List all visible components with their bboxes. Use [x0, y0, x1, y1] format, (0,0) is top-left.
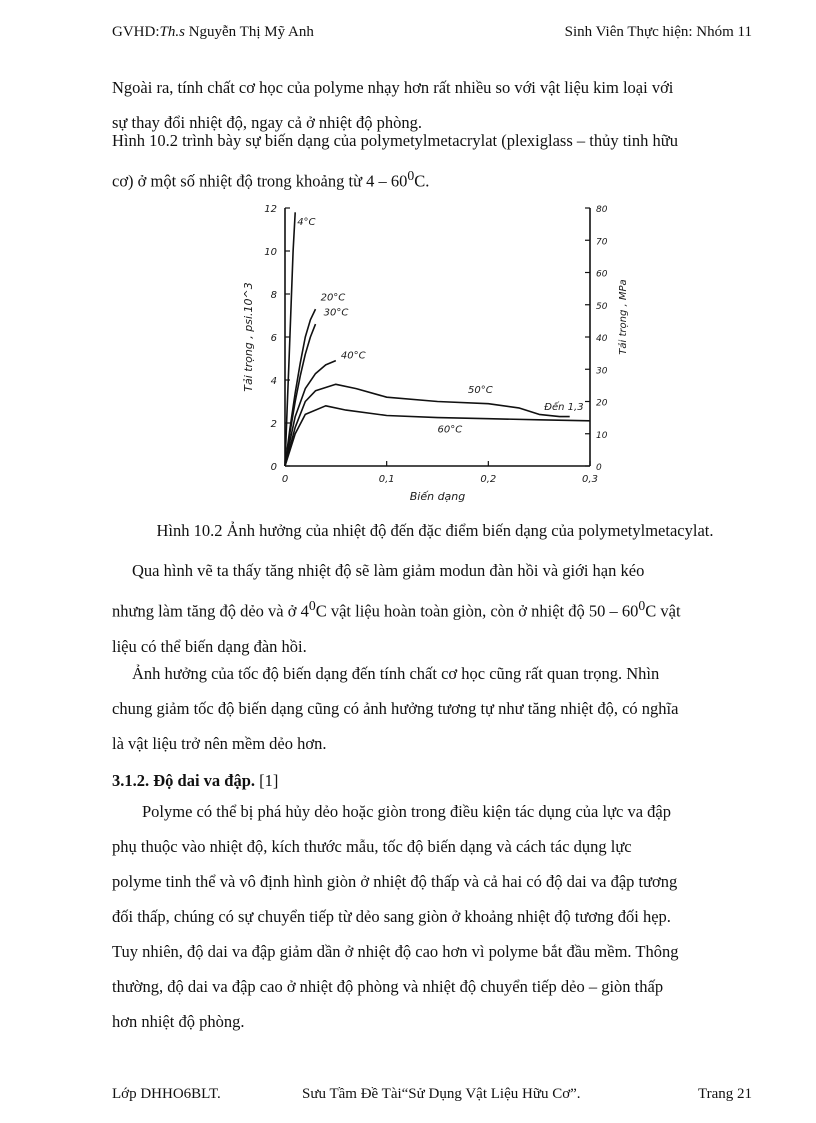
p3-line1: Qua hình vẽ ta thấy tăng nhiệt độ sẽ làm giảm modun đàn hồi và giới hạn kéo: [132, 561, 645, 580]
p5-line5: Tuy nhiên, độ dai va đập giảm dần ở nhiệt độ cao hơn vì polyme bắt đầu mềm. Thông: [112, 942, 679, 961]
series-line-50deg-C: [285, 384, 570, 466]
y2-tick-label: 30: [596, 366, 608, 377]
p4-line1: Ảnh hưởng của tốc độ biến dạng đến tính chất cơ học cũng rất quan trọng. Nhìn: [132, 664, 660, 683]
y-tick-label: 12: [264, 204, 277, 215]
x-axis-title: Biến dạng: [409, 490, 466, 503]
header-right: Sinh Viên Thực hiện: Nhóm 11: [564, 24, 752, 40]
p3-line2-b: C vật liệu hoàn toàn giòn, còn ở nhiệt độ 50 – 60: [315, 601, 639, 621]
x-tick-label: 0,3: [582, 474, 598, 485]
p3-line3: liệu có thể biến dạng đàn hồi.: [112, 636, 307, 656]
figure-caption: Hình 10.2 Ảnh hưởng của nhiệt độ đến đặc điểm biến dạng của polymetylmetacylat.: [156, 521, 714, 540]
page-header: [112, 24, 752, 41]
footer-left: Lớp DHHO6BLT.: [112, 1086, 221, 1102]
y2-tick-label: 10: [596, 430, 608, 441]
header-left-title: Th.s: [159, 24, 185, 40]
curve-label: 40°C: [340, 350, 366, 362]
curve-label: 60°C: [437, 424, 463, 436]
y-tick-label: 4: [270, 376, 277, 387]
p3-line2-sup1: 0: [308, 598, 316, 613]
section-heading-ref: [1]: [259, 771, 279, 790]
header-left-prefix: GVHD:: [112, 24, 160, 40]
section-heading-text: 3.1.2. Độ dai va đập.: [112, 771, 256, 790]
y2-axis-title: Tải trọng , MPa: [618, 279, 629, 355]
header-left-name: Nguyễn Thị Mỹ Anh: [188, 24, 314, 40]
x-tick-label: 0,2: [480, 474, 497, 485]
p3-line2-sup2: 0: [638, 598, 646, 613]
p2-line2-b: C.: [414, 171, 430, 191]
p3-line2: [112, 588, 758, 629]
section-heading: [112, 771, 278, 791]
p5-line4: đối thấp, chúng có sự chuyển tiếp từ dẻo sang giòn ở khoảng nhiệt độ tương đối hẹp.: [112, 907, 671, 926]
paragraph-2: [112, 123, 758, 199]
p5-line3: polyme tinh thể và vô định hình giòn ở nhiệt độ thấp và cả hai có độ dai va đập tương: [112, 872, 678, 891]
curve-label: 4°C: [297, 217, 316, 229]
header-left: [112, 24, 314, 41]
p2-line2-a: cơ) ở một số nhiệt độ trong khoảng từ 4 – 60: [112, 171, 408, 191]
p5-line7: hơn nhiệt độ phòng.: [112, 1012, 245, 1031]
p2-line2: [112, 158, 758, 199]
y-tick-label: 2: [270, 419, 277, 430]
p5-line6: thường, độ dai va đập cao ở nhiệt độ phòng và nhiệt độ chuyển tiếp dẻo – giòn thấp: [112, 977, 664, 996]
paragraph-5: [112, 794, 758, 1039]
y2-tick-label: 80: [596, 205, 608, 215]
y2-tick-label: 20: [596, 398, 608, 409]
p2-line2-sup: 0: [407, 168, 415, 183]
curve-label: 30°C: [323, 307, 349, 319]
y2-tick-label: 50: [596, 301, 608, 312]
curve-label: 50°C: [468, 384, 493, 396]
p3-line2-c: C vật: [645, 601, 681, 621]
y-tick-label: 0: [270, 462, 277, 473]
y-axis-title: Tải trọng , psi.10^3: [242, 282, 255, 392]
curve-label: Đến 1,3: [544, 402, 584, 414]
p1-line1: Ngoài ra, tính chất cơ học của polyme nhạy hơn rất nhiều so với vật liệu kim loại với: [112, 78, 674, 97]
y2-tick-label: 40: [596, 334, 608, 344]
p5-line1: Polyme có thể bị phá hủy dẻo hoặc giòn trong điều kiện tác dụng của lực va đập: [142, 802, 672, 821]
y2-tick-label: 70: [596, 237, 608, 248]
stress-strain-chart: [230, 198, 650, 508]
p4-line2: chung giảm tốc độ biến dạng cũng có ảnh hưởng tương tự như tăng nhiệt độ, có nghĩa: [112, 699, 679, 718]
x-tick-label: 0: [281, 474, 289, 485]
y-tick-label: 10: [264, 247, 277, 258]
p3-line2-a: nhưng làm tăng độ dẻo và ở 4: [112, 601, 309, 621]
p4-line3: là vật liệu trở nên mềm dẻo hơn.: [112, 734, 327, 753]
curve-label: 20°C: [320, 292, 346, 304]
footer-right: Trang 21: [697, 1086, 752, 1102]
y-tick-label: 6: [270, 333, 277, 344]
p5-line2: phụ thuộc vào nhiệt độ, kích thước mẫu, tốc độ biến dạng và cách tác dụng lực: [112, 837, 632, 856]
paragraph-4: [112, 656, 758, 761]
p1-line2: sự thay đổi nhiệt độ, ngay cả ở nhiệt độ phòng.: [112, 113, 423, 132]
y2-tick-label: 0: [596, 463, 602, 473]
paragraph-3: [112, 553, 758, 664]
footer-middle: Sưu Tầm Đề Tài“Sử Dụng Vật Liệu Hữu Cơ”.: [302, 1086, 581, 1102]
y2-tick-label: 60: [596, 269, 608, 280]
x-tick-label: 0,1: [378, 474, 395, 485]
p2-line1: Hình 10.2 trình bày sự biến dạng của polymetylmetacrylat (plexiglass – thủy tinh hữu: [112, 131, 678, 150]
y-tick-label: 8: [270, 290, 277, 301]
